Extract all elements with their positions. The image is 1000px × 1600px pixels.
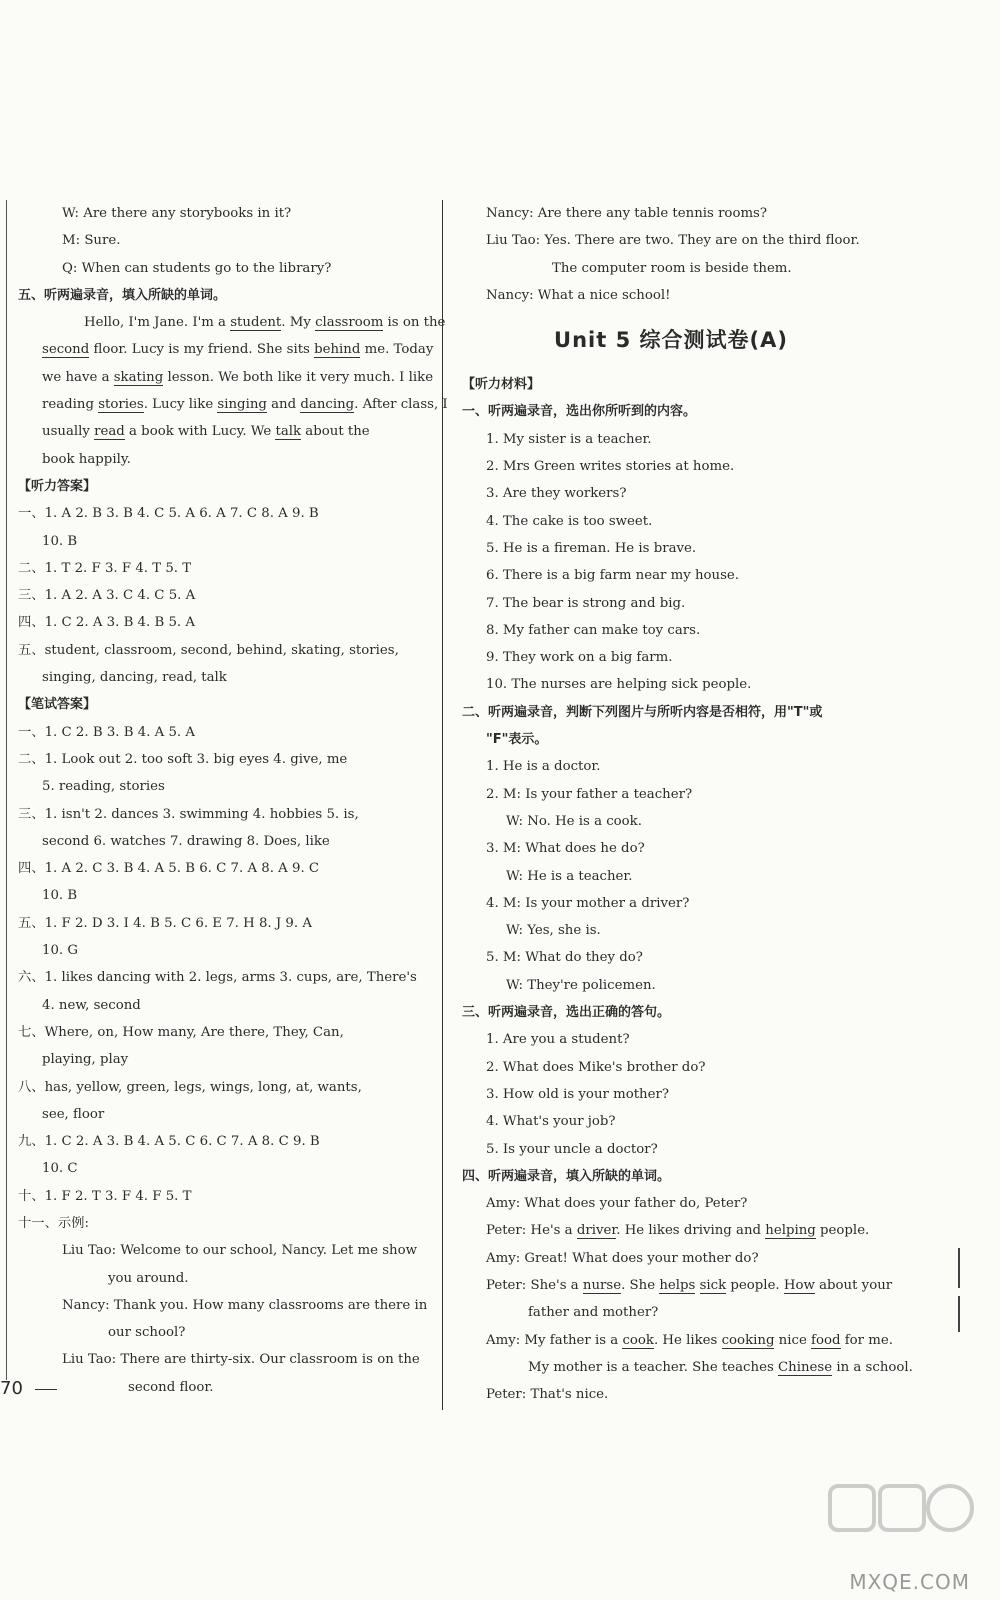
dialog-line: Nancy: What a nice school! (486, 287, 671, 303)
example-line: you around. (108, 1270, 189, 1286)
example-line: second floor. (128, 1379, 214, 1395)
section-heading: 四、听两遍录音，填入所缺的单词。 (462, 1168, 671, 1184)
answer-line: 三、1. A 2. A 3. C 4. C 5. A (18, 588, 196, 604)
answer-line: 三、1. isn't 2. dances 3. swimming 4. hobbies 5. is, (18, 806, 359, 822)
item-line: 7. The bear is strong and big. (486, 595, 686, 611)
example-line: our school? (108, 1325, 186, 1341)
material-label: 【听力材料】 (462, 377, 541, 393)
section-heading: 一、听两遍录音，选出你所听到的内容。 (462, 404, 697, 420)
right-column (462, 200, 913, 1408)
item-line: 4. M: Is your mother a driver? (486, 895, 690, 911)
answer-line: 八、has, yellow, green, legs, wings, long, at, wants, (18, 1079, 362, 1095)
scan-mark (958, 1296, 960, 1332)
item-line: W: No. He is a cook. (506, 813, 642, 829)
item-line: 4. What's your job? (486, 1114, 616, 1130)
answer-line: playing, play (42, 1052, 129, 1068)
item-line: W: He is a teacher. (506, 868, 633, 884)
answer-line: 二、1. Look out 2. too soft 3. big eyes 4. give, me (18, 751, 348, 767)
answer-line: 十一、示例: (18, 1215, 89, 1231)
item-line: 4. The cake is too sweet. (486, 513, 653, 529)
item-line: 1. Are you a student? (486, 1032, 630, 1048)
answer-line: 九、1. C 2. A 3. B 4. A 5. C 6. C 7. A 8. C 9. B (18, 1134, 320, 1150)
item-line: 1. My sister is a teacher. (486, 431, 652, 447)
answer-line: 10. G (42, 943, 78, 959)
listening-answers-label: 【听力答案】 (18, 478, 97, 494)
example-line: Liu Tao: Welcome to our school, Nancy. Let me show (62, 1243, 418, 1259)
answer-line: 一、1. A 2. B 3. B 4. C 5. A 6. A 7. C 8. A 9. B (18, 506, 319, 522)
item-line: 5. Is your uncle a doctor? (486, 1141, 658, 1157)
item-line: 10. The nurses are helping sick people. (486, 677, 752, 693)
answer-line: 10. B (42, 533, 78, 549)
scan-mark (958, 1248, 960, 1288)
item-line: 2. What does Mike's brother do? (486, 1059, 706, 1075)
fill-in-passage: Hello, I'm Jane. I'm a student. My classroom is on the second floor. Lucy is my friend. She sits behind me. Today we have a skating lesson. We both like it very much. I like reading stories. Lucy like singing and dancing. After class, I usually read a book with Lucy. We talk about the book happily. (42, 315, 448, 467)
column-divider (442, 200, 443, 1410)
item-line: 5. M: What do they do? (486, 950, 643, 966)
item-line: W: They're policemen. (506, 977, 656, 993)
fill-in-dialog: Amy: What does your father do, Peter? Peter: He's a driver. He likes driving and helping people. Amy: Great! What does your mother do? Peter: She's a nurse. She helps sick people. How about your father and mother? Amy: My father is a cook. He likes cooking nice food for me. My mother is a teacher. She teaches Chinese in a school. Peter: That's nice. (486, 1196, 913, 1403)
item-line: 8. My father can make toy cars. (486, 622, 701, 638)
section-heading: 五、听两遍录音，填入所缺的单词。 (18, 287, 227, 303)
answer-line: 六、1. likes dancing with 2. legs, arms 3. cups, are, There's (18, 970, 417, 986)
dialog-line: Q: When can students go to the library? (62, 260, 332, 276)
answer-line: see, floor (42, 1106, 105, 1122)
answer-line: 五、student, classroom, second, behind, skating, stories, (18, 642, 399, 658)
answer-line: 五、1. F 2. D 3. I 4. B 5. C 6. E 7. H 8. J 9. A (18, 915, 312, 931)
answer-line: 4. new, second (42, 997, 141, 1013)
item-line: W: Yes, she is. (506, 923, 601, 939)
answer-line: 10. C (42, 1161, 78, 1177)
item-line: 3. M: What does he do? (486, 841, 645, 857)
written-answers-label: 【笔试答案】 (18, 697, 97, 713)
unit-title: Unit 5 综合测试卷(A) (554, 328, 788, 353)
section-heading: 二、听两遍录音，判断下列图片与所听内容是否相符，用"T"或 (462, 704, 823, 720)
answer-line: 二、1. T 2. F 3. F 4. T 5. T (18, 560, 192, 576)
answer-line: second 6. watches 7. drawing 8. Does, like (42, 833, 330, 849)
item-line: 6. There is a big farm near my house. (486, 568, 740, 584)
dialog-line: Liu Tao: Yes. There are two. They are on the third floor. (486, 233, 860, 249)
item-line: 1. He is a doctor. (486, 759, 601, 775)
item-line: 3. How old is your mother? (486, 1086, 669, 1102)
left-column (18, 200, 448, 1401)
dialog-line: W: Are there any storybooks in it? (62, 206, 292, 221)
example-line: Liu Tao: There are thirty-six. Our classroom is on the (62, 1352, 420, 1368)
dialog-line: The computer room is beside them. (552, 260, 792, 276)
answer-line: 四、1. A 2. C 3. B 4. A 5. B 6. C 7. A 8. A 9. C (18, 861, 320, 877)
section-heading: 三、听两遍录音，选出正确的答句。 (462, 1005, 671, 1021)
item-line: 3. Are they workers? (486, 486, 627, 502)
page-number: 70 (0, 1378, 57, 1399)
example-line: Nancy: Thank you. How many classrooms are there in (62, 1297, 428, 1313)
answer-line: 七、Where, on, How many, Are there, They, Can, (18, 1024, 344, 1040)
answer-line: 十、1. F 2. T 3. F 4. F 5. T (18, 1188, 192, 1204)
page-edge (6, 200, 7, 1380)
answer-line: 10. B (42, 888, 78, 904)
item-line: 2. Mrs Green writes stories at home. (486, 459, 735, 475)
item-line: 5. He is a fireman. He is brave. (486, 540, 697, 556)
item-line: 9. They work on a big farm. (486, 650, 673, 666)
answer-line: 四、1. C 2. A 3. B 4. B 5. A (18, 615, 195, 631)
watermark-text: MXQE.COM (849, 1570, 970, 1594)
dialog-line: M: Sure. (62, 233, 121, 249)
answer-line: singing, dancing, read, talk (42, 670, 227, 686)
section-heading: "F"表示。 (486, 732, 548, 748)
dialog-line: Nancy: Are there any table tennis rooms? (486, 206, 768, 221)
answer-line: 5. reading, stories (42, 779, 165, 795)
answer-line: 一、1. C 2. B 3. B 4. A 5. A (18, 724, 195, 740)
item-line: 2. M: Is your father a teacher? (486, 786, 693, 802)
